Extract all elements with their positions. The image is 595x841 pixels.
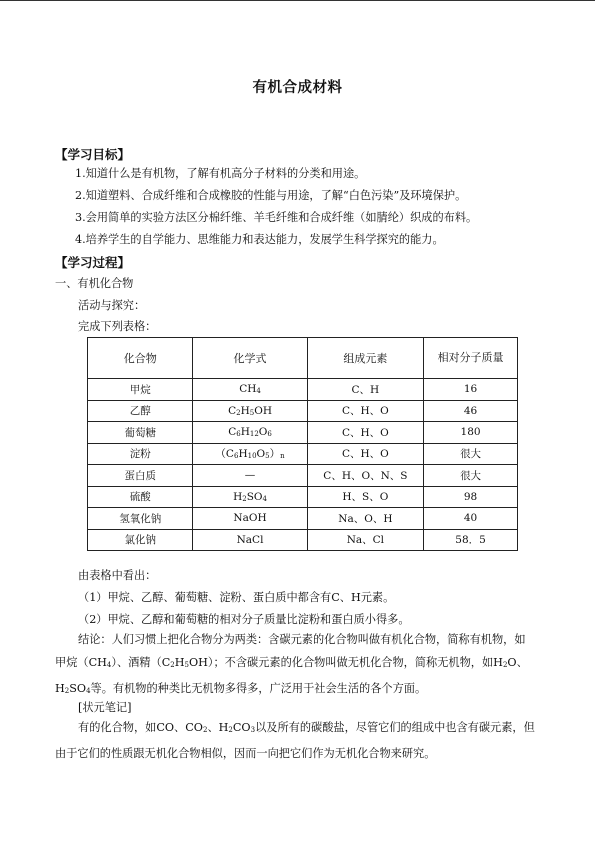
table-cell: C、H: [307, 379, 424, 401]
observation-lead: 由表格中看出：: [78, 569, 157, 582]
table-cell: 40: [424, 508, 518, 530]
table-header-row: [88, 338, 518, 379]
notes-heading: [状元笔记]: [78, 701, 132, 714]
table-cell: 很大: [424, 443, 518, 465]
formula-cell: $CH_4$: [193, 379, 307, 401]
table-row: [88, 508, 518, 530]
header-cell: 相对分子质量: [424, 338, 518, 379]
observation-1: （1）甲烷、乙醇、葡萄糖、淀粉、蛋白质中都含有C、H元素。: [78, 591, 395, 604]
goals-heading: 【学习目标】: [55, 147, 131, 162]
formula-cell: $C_2H_5OH$: [193, 400, 307, 422]
table-row: [88, 400, 518, 422]
section-heading: 一、有机化合物: [55, 277, 134, 290]
table-cell: C、H、O、N、S: [307, 465, 424, 487]
table-cell: 乙醇: [88, 400, 193, 422]
conclusion-paragraph: 结论：人们习惯上把化合物分为两类：含碳元素的化合物叫做有机化合物，简称有机物，如甲烷$(CH_4)$、酒精$(C_2H_5OH)$；不含碳元素的化合物叫做无机化合物，简称无机物，如$H_2O$、$H_2SO_4$等。有机物的种类比无机物多得多，广泛用于社会生活的各个方面。: [55, 633, 528, 695]
table-cell: —: [193, 465, 307, 487]
table-row: [88, 529, 518, 551]
table-cell: C、H、O: [307, 422, 424, 444]
process-heading: 【学习过程】: [55, 255, 131, 270]
goal-item-2: 2.知道塑料、合成纤维和合成橡胶的性能与用途，了解“白色污染”及环境保护。: [75, 189, 467, 202]
activity-label: 活动与探究：: [78, 299, 146, 312]
table-cell: 180: [424, 422, 518, 444]
table-cell: 16: [424, 379, 518, 401]
goal-item-1: 1.知道什么是有机物，了解有机高分子材料的分类和用途。: [75, 167, 366, 180]
top-rule: [0, 0, 595, 1]
table-cell: Na、O、H: [307, 508, 424, 530]
table-cell: 蛋白质: [88, 465, 193, 487]
table-cell: 氯化钠: [88, 529, 193, 551]
table-cell: NaCl: [193, 529, 307, 551]
table-cell: C、H、O: [307, 400, 424, 422]
header-cell: 组成元素: [307, 338, 424, 379]
table-row: [88, 465, 518, 487]
table-cell: 淀粉: [88, 443, 193, 465]
formula-cell: $H_2SO_4$: [193, 486, 307, 508]
table-cell: 甲烷: [88, 379, 193, 401]
page-title: 有机合成材料: [252, 80, 343, 96]
goal-item-4: 4.培养学生的自学能力、思维能力和表达能力，发展学生科学探究的能力。: [75, 233, 444, 246]
table-row: [88, 443, 518, 465]
table-row: [88, 379, 518, 401]
header-cell: 化合物: [88, 338, 193, 379]
formula-cell: $C_6H_{12}O_6$: [193, 422, 307, 444]
table-cell: H、S、O: [307, 486, 424, 508]
goal-item-3: 3.会用简单的实验方法区分棉纤维、羊毛纤维和合成纤维（如腈纶）织成的布料。: [75, 211, 478, 224]
table-cell: 葡萄糖: [88, 422, 193, 444]
table-row: [88, 422, 518, 444]
table-row: [88, 486, 518, 508]
table-cell: 氢氧化钠: [88, 508, 193, 530]
table-cell: 98: [424, 486, 518, 508]
table-cell: 46: [424, 400, 518, 422]
table-cell: 硫酸: [88, 486, 193, 508]
table-cell: NaOH: [193, 508, 307, 530]
compound-table: [87, 337, 518, 551]
table-cell: Na、Cl: [307, 529, 424, 551]
table-cell: 很大: [424, 465, 518, 487]
header-cell: 化学式: [193, 338, 307, 379]
table-cell: C、H、O: [307, 443, 424, 465]
table-cell: 58．5: [424, 529, 518, 551]
observation-2: （2）甲烷、乙醇和葡萄糖的相对分子质量比淀粉和蛋白质小得多。: [78, 613, 410, 626]
notes-paragraph: 有的化合物，如CO、$CO_2$、$H_2CO_3$以及所有的碳酸盐，尽管它们的组成中也含有碳元素，但由于它们的性质跟无机化合物相似，因而一向把它们作为无机化合物来研究。: [55, 721, 535, 760]
formula-cell: $(C_6H_{10}O_5)_n$: [193, 443, 307, 465]
instruction-label: 完成下列表格：: [78, 320, 157, 333]
